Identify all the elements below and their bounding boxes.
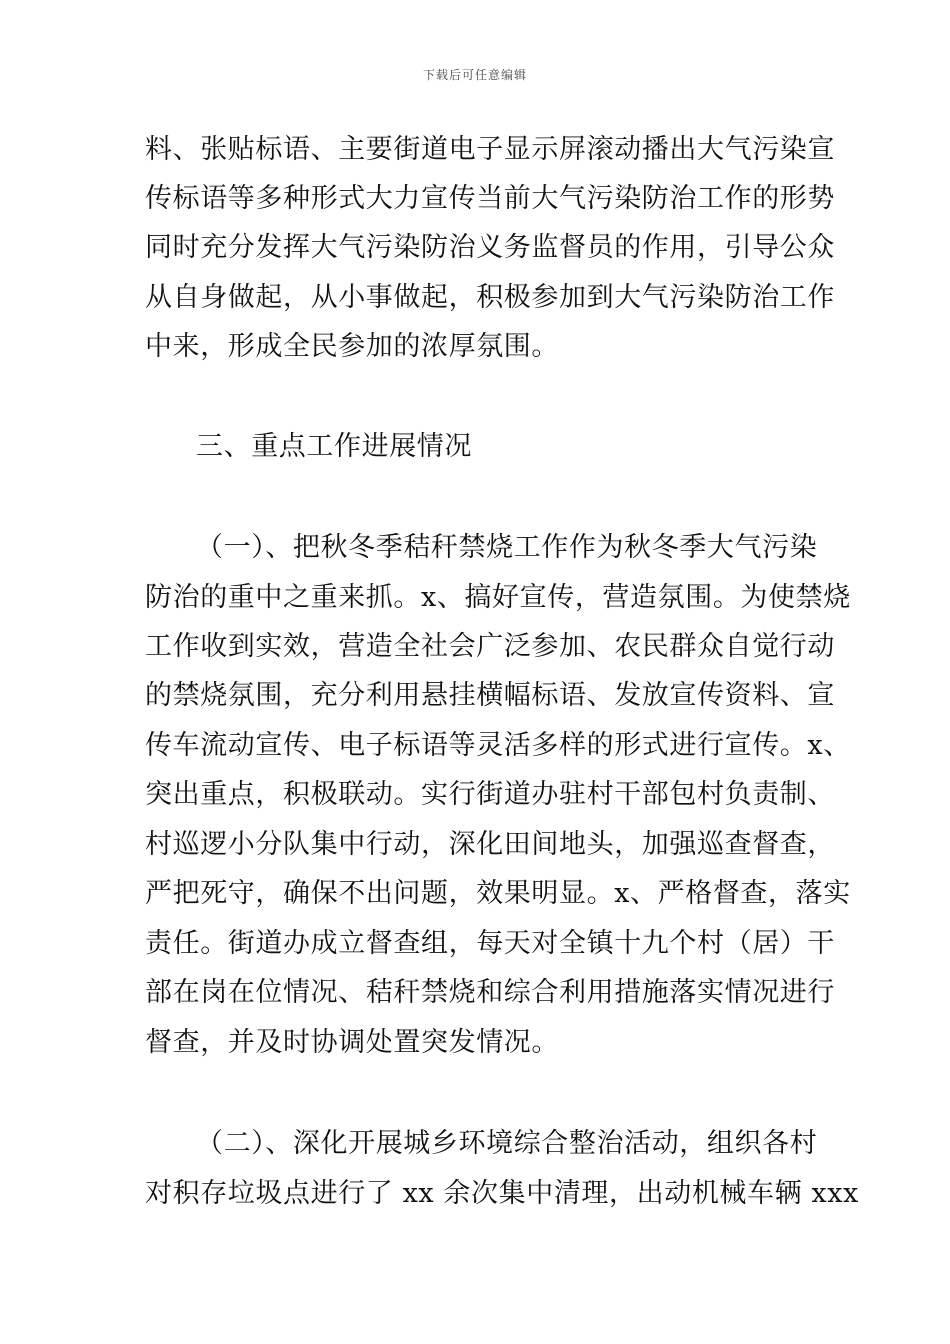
body-line: 的禁烧氛围，充分利用悬挂横幅标语、发放宣传资料、宣: [145, 680, 835, 711]
body-line: 工作收到实效，营造全社会广泛参加、农民群众自觉行动: [145, 631, 835, 662]
body-line: 突出重点，积极联动。实行街道办驻村干部包村负责制、: [145, 779, 835, 810]
body-line: （二）、深化开展城乡环境综合整治活动，组织各村: [196, 1128, 818, 1159]
section-heading: 三、重点工作进展情况: [196, 431, 472, 462]
body-line: 同时充分发挥大气污染防治义务监督员的作用，引导公众: [145, 232, 835, 263]
body-line: 传车流动宣传、电子标语等灵活多样的形式进行宣传。x、: [145, 730, 851, 761]
body-line: 责任。街道办成立督查组，每天对全镇十九个村（居）干: [145, 928, 835, 959]
header-note: 下载后可任意编辑: [422, 68, 527, 82]
body-line: 中来，形成全民参加的浓厚氛围。: [145, 331, 559, 362]
body-line: 督查，并及时协调处置突发情况。: [145, 1027, 559, 1058]
body-line: 严把死守，确保不出问题，效果明显。x、严格督查，落实: [145, 878, 851, 909]
body-line: 从自身做起，从小事做起，积极参加到大气污染防治工作: [145, 282, 835, 313]
body-line: 部在岗在位情况、秸秆禁烧和综合利用措施落实情况进行: [145, 977, 835, 1008]
body-line: （一）、把秋冬季秸秆禁烧工作作为秋冬季大气污染: [196, 532, 818, 563]
body-line: 料、张贴标语、主要街道电子显示屏滚动播出大气污染宣: [145, 134, 835, 165]
body-line: 对积存垃圾点进行了 xx 余次集中清理，出动机械车辆 xxx: [145, 1178, 859, 1209]
body-line: 村巡逻小分队集中行动，深化田间地头，加强巡查督查，: [145, 829, 835, 860]
body-line: 传标语等多种形式大力宣传当前大气污染防治工作的形势: [145, 183, 835, 214]
body-line: 防治的重中之重来抓。x、搞好宣传，营造氛围。为使禁烧: [145, 582, 851, 613]
